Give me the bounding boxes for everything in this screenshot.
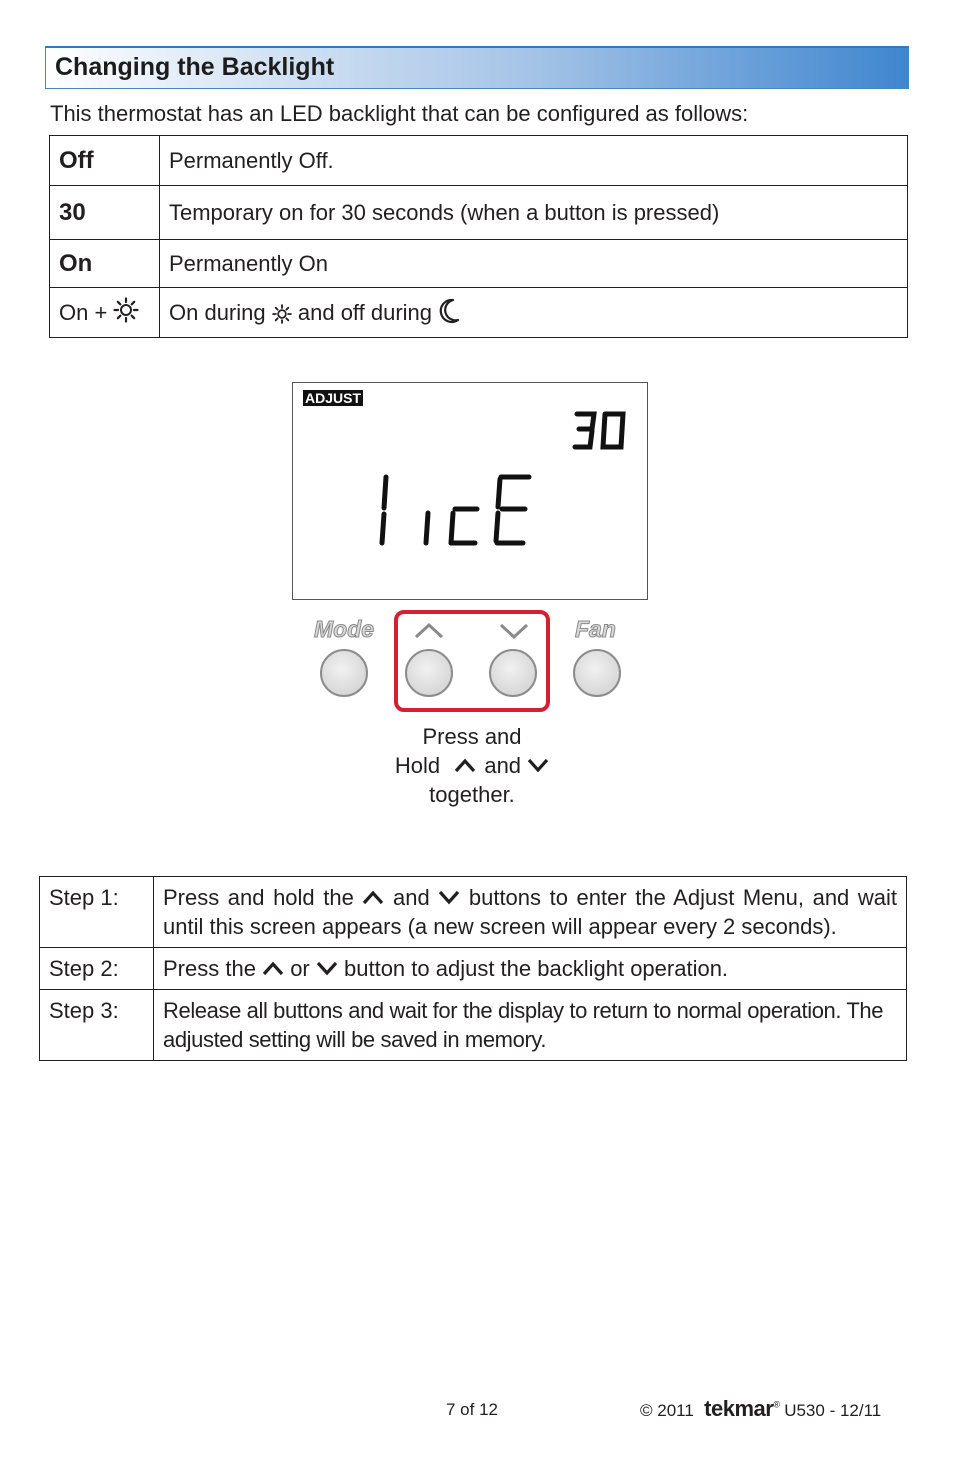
step-text-part: button to adjust the backlight operation. [344,956,729,981]
fan-label: Fan [575,616,616,642]
option-desc-part: On during [169,299,266,325]
adjust-indicator: ADJUST [305,390,362,406]
caption-line: together. [429,782,515,807]
brand-name: tekmar [704,1396,774,1421]
chevron-up-icon [362,889,384,905]
step-text [154,877,907,948]
step-text-part: and [392,885,430,910]
option-desc: Permanently Off. [160,136,908,186]
step-label: Step 3: [40,990,154,1061]
option-key [50,288,160,338]
display-value-30 [572,410,632,452]
option-desc: Permanently On [160,240,908,288]
option-key-prefix: On + [59,299,108,325]
caption-line: Press and [422,724,522,749]
step-label: Step 1: [40,877,154,948]
option-desc-part: and off during [297,299,433,325]
chevron-down-icon [316,960,338,976]
options-table [49,135,908,338]
option-desc: Temporary on for 30 seconds (when a button is pressed) [160,186,908,240]
copyright: © 2011 [640,1401,694,1420]
chevron-down-icon [527,757,549,773]
mode-label: Mode [314,616,375,642]
option-desc [160,288,908,338]
sun-icon [113,297,139,323]
chevron-up-icon [262,960,284,976]
option-key: On [50,240,160,288]
step-label: Step 2: [40,948,154,990]
intro-text: This thermostat has an LED backlight that can be configured as follows: [50,101,749,126]
footer-info [640,1396,881,1422]
step-text: Release all buttons and wait for the display to return to normal operation. The adjusted setting will be saved in memory. [154,990,907,1061]
step-text-part: or [290,956,310,981]
table-row [50,186,908,240]
section-header [45,46,909,89]
sun-icon [272,304,292,324]
step-text-part: Press the [163,956,256,981]
option-key: 30 [50,186,160,240]
page-number: 7 of 12 [446,1400,498,1419]
option-key: Off [50,136,160,186]
step-text [154,948,907,990]
mode-button[interactable] [320,649,368,697]
table-row [50,240,908,288]
brand-logo [699,1396,780,1421]
lcd-display [292,382,648,600]
moon-icon [438,298,460,324]
chevron-down-icon [438,889,460,905]
press-caption [360,722,584,809]
table-row [50,288,908,338]
caption-part: Hold [394,753,441,778]
registered-mark: ® [773,1399,780,1410]
table-row [40,948,907,990]
step-text-part: buttons to enter the Adjust Menu, and wait until this screen appears (a new screen will appear every 2 seconds). [163,885,897,939]
chevron-up-icon [454,757,476,773]
table-row [40,877,907,948]
section-title: Changing the Backlight [55,53,335,81]
highlight-box [394,610,550,712]
display-text-lite [375,473,535,549]
table-row [50,136,908,186]
steps-table [39,876,907,1061]
table-row [40,990,907,1061]
fan-button[interactable] [573,649,621,697]
document-code: U530 - 12/11 [784,1401,882,1420]
step-text-part: Press and hold the [163,885,354,910]
caption-line [360,751,584,780]
caption-part: and [484,753,522,778]
